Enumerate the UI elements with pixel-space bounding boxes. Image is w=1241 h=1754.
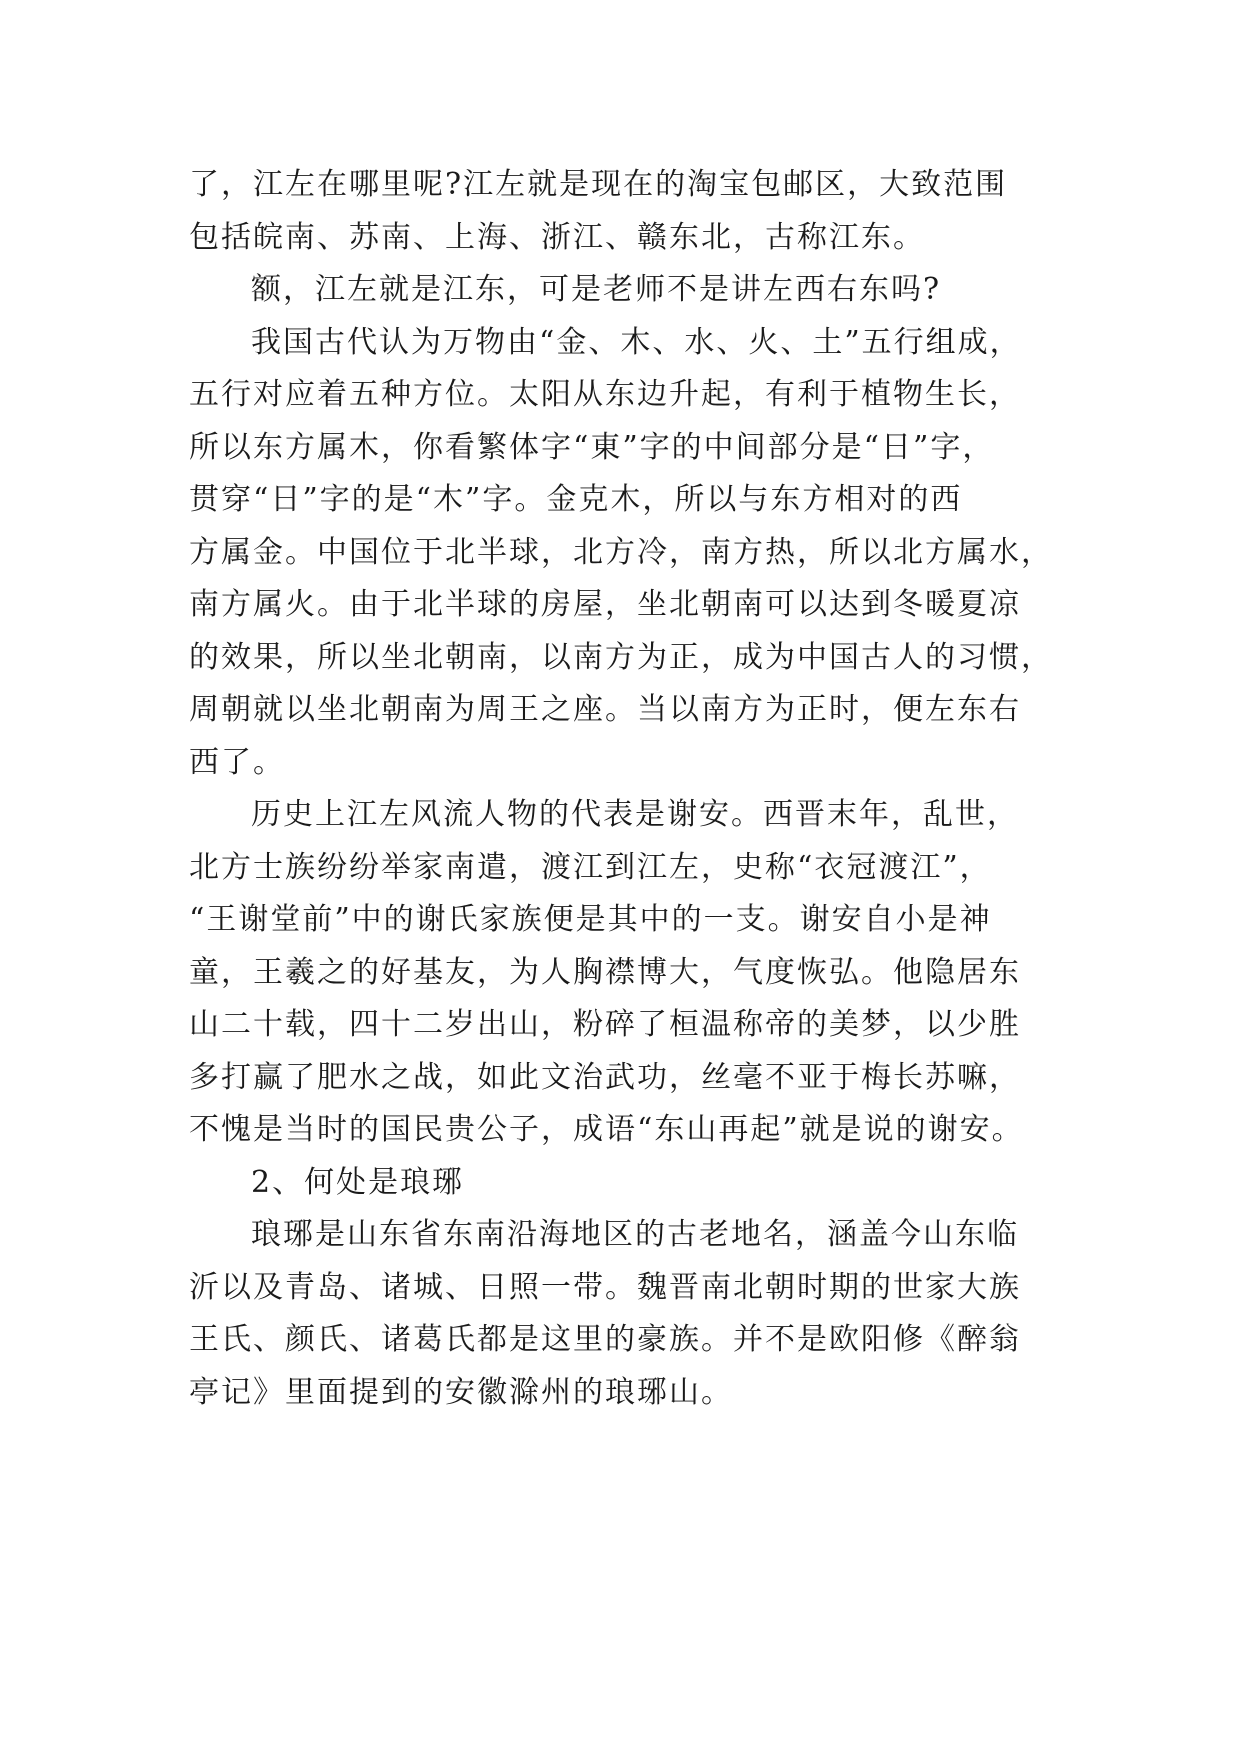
text-line: 2、何处是琅琊: [251, 1164, 465, 1200]
text-line: 的效果，所以坐北朝南，以南方为正，成为中国古人的习惯，: [189, 639, 1053, 675]
text-line: 山二十载，四十二岁出山，粉碎了桓温称帝的美梦，以少胜: [189, 1007, 1021, 1042]
text-line: 五行对应着五种方位。太阳从东边升起，有利于植物生长，: [189, 377, 1021, 412]
text-line: 周朝就以坐北朝南为周王之座。当以南方为正时，便左东右: [189, 692, 1021, 727]
text-line: 多打赢了肥水之战，如此文治武功，丝毫不亚于梅长苏嘛，: [189, 1059, 1021, 1095]
text-line: 所以东方属木，你看繁体字“東”字的中间部分是“日”字，: [189, 429, 995, 465]
text-line: 我国古代认为万物由“金、木、水、火、土”五行组成，: [251, 324, 1022, 360]
text-line: 方属金。中国位于北半球，北方冷，南方热，所以北方属水，: [189, 534, 1053, 570]
paragraph: [189, 1157, 1049, 1210]
text-line: 南方属火。由于北半球的房屋，坐北朝南可以达到冬暖夏凉: [189, 587, 1021, 622]
text-line: 不愧是当时的国民贵公子，成语“东山再起”就是说的谢安。: [189, 1112, 1024, 1147]
text-line: 包括皖南、苏南、上海、浙江、赣东北，古称江东。: [189, 219, 925, 255]
text-line: 了，江左在哪里呢?江左就是现在的淘宝包邮区，大致范围: [189, 167, 1008, 202]
paragraph: [189, 789, 1049, 1157]
paragraph: [189, 159, 1049, 264]
text-line: 琅琊是山东省东南沿海地区的古老地名，涵盖今山东临: [251, 1217, 1019, 1252]
text-line: 王氏、颜氏、诸葛氏都是这里的豪族。并不是欧阳修《醉翁: [189, 1322, 1021, 1357]
text-line: 北方士族纷纷举家南遣，渡江到江左，史称“衣冠渡江”，: [189, 849, 992, 885]
text-line: 贯穿“日”字的是“木”字。金克木，所以与东方相对的西: [189, 482, 963, 517]
text-line: 额，江左就是江东，可是老师不是讲左西右东吗?: [251, 272, 942, 307]
text-line: 沂以及青岛、诸城、日照一带。魏晋南北朝时期的世家大族: [189, 1269, 1021, 1305]
text-line: 亭记》里面提到的安徽滁州的琅琊山。: [189, 1374, 733, 1410]
paragraph: [189, 317, 1053, 790]
text-line: 西了。: [189, 744, 285, 780]
text-line: “王谢堂前”中的谢氏家族便是其中的一支。谢安自小是神: [189, 902, 992, 937]
document-body: [189, 159, 1053, 1419]
paragraph: [189, 264, 1049, 317]
text-line: 历史上江左风流人物的代表是谢安。西晋末年，乱世，: [251, 797, 1019, 832]
text-line: 童，王羲之的好基友，为人胸襟博大，气度恢弘。他隐居东: [189, 954, 1021, 990]
paragraph: [189, 1209, 1049, 1419]
